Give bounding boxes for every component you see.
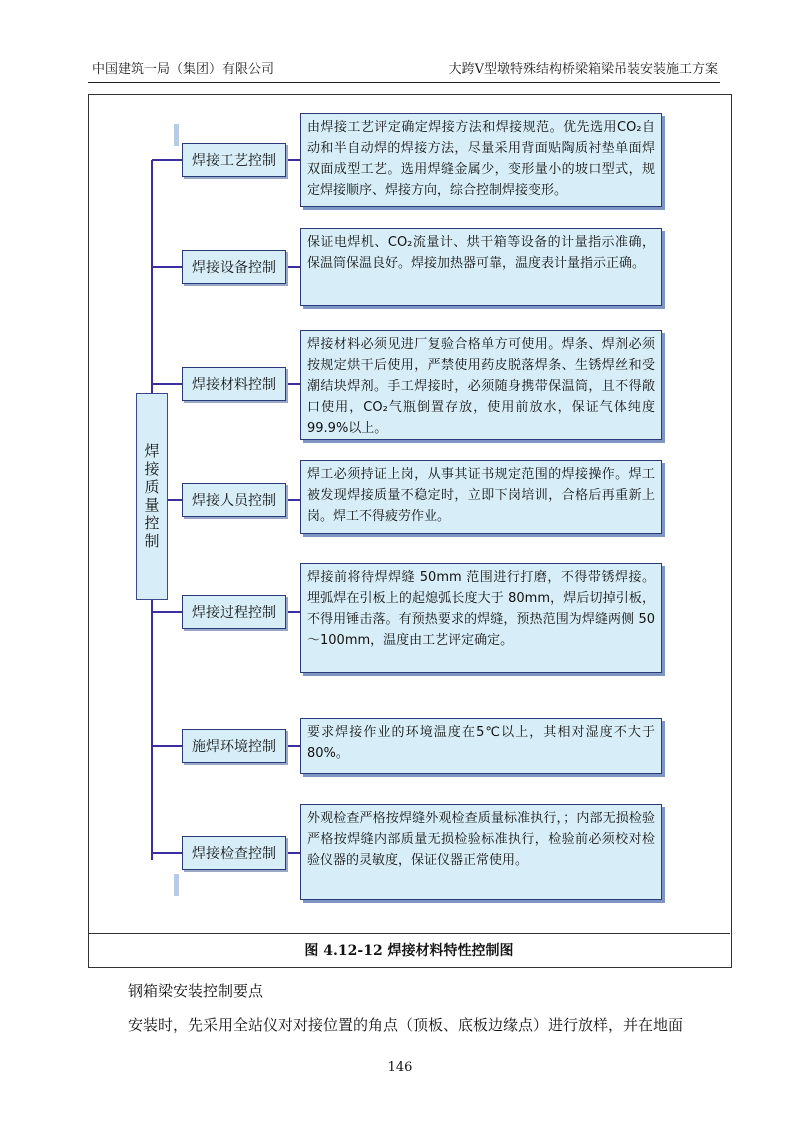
description-process-execution-control: 焊接前将待焊焊缝 50mm 范围进行打磨，不得带锈焊接。埋弧焊在引板上的起熄弧长度大于 80mm，焊后切掉引板，不得用锤击落。有预热要求的焊缝，预热范围为焊缝两侧 50～100mm，温度由工艺评定确定。 <box>300 563 662 673</box>
category-material-control: 焊接材料控制 <box>182 367 286 401</box>
section-heading: 钢箱梁安装控制要点 <box>128 982 264 1000</box>
header-document-title: 大跨V型墩特殊结构桥梁箱梁吊装安装施工方案 <box>448 62 718 77</box>
decor-tab-top <box>174 124 179 146</box>
category-equipment-control: 焊接设备控制 <box>182 250 286 284</box>
category-inspection-control: 焊接检查控制 <box>182 836 286 870</box>
description-personnel-control: 焊工必须持证上岗，从事其证书规定范围的焊接操作。焊工被发现焊接质量不稳定时，立即下岗培训，合格后再重新上岗。焊工不得疲劳作业。 <box>300 460 662 534</box>
category-environment-control: 施焊环境控制 <box>182 729 286 763</box>
root-node-welding-quality-control: 焊接质量控制 <box>136 393 168 600</box>
decor-tab-bottom <box>174 874 179 896</box>
description-process-control: 由焊接工艺评定确定焊接方法和焊接规范。优先选用CO₂自动和半自动焊的焊接方法，尽量采用背面贴陶质衬垫单面焊双面成型工艺。选用焊缝金属少，变形量小的坡口型式，规定焊接顺序、焊接方向，综合控制焊接变形。 <box>300 113 662 207</box>
header-company: 中国建筑一局（集团）有限公司 <box>92 62 275 77</box>
description-equipment-control: 保证电焊机、CO₂流量计、烘干箱等设备的计量指示准确，保温筒保温良好。焊接加热器可靠，温度表计量指示正确。 <box>300 228 662 306</box>
body-paragraph: 安装时，先采用全站仪对对接位置的角点（顶板、底板边缘点）进行放样，并在地面 <box>128 1016 684 1034</box>
description-environment-control: 要求焊接作业的环境温度在5℃以上，其相对湿度不大于80%。 <box>300 718 662 774</box>
category-process-execution-control: 焊接过程控制 <box>182 595 286 629</box>
page-number: 146 <box>387 1060 413 1075</box>
description-inspection-control: 外观检查严格按焊缝外观检查质量标准执行，；内部无损检验严格按焊缝内部质量无损检验标准执行，检验前必须校对检验仪器的灵敏度，保证仪器正常使用。 <box>300 804 662 900</box>
figure-caption: 图 4.12-12 焊接材料特性控制图 <box>88 933 730 966</box>
category-personnel-control: 焊接人员控制 <box>182 483 286 517</box>
description-material-control: 焊接材料必须见进厂复验合格单方可使用。焊条、焊剂必须按规定烘干后使用，严禁使用药皮脱落焊条、生锈焊丝和受潮结块焊剂。手工焊接时，必须随身携带保温筒，且不得敞口使用，CO₂气瓶倒置存放，使用前放水，保证气体纯度99.9%以上。 <box>300 330 662 440</box>
category-process-control: 焊接工艺控制 <box>182 143 286 177</box>
